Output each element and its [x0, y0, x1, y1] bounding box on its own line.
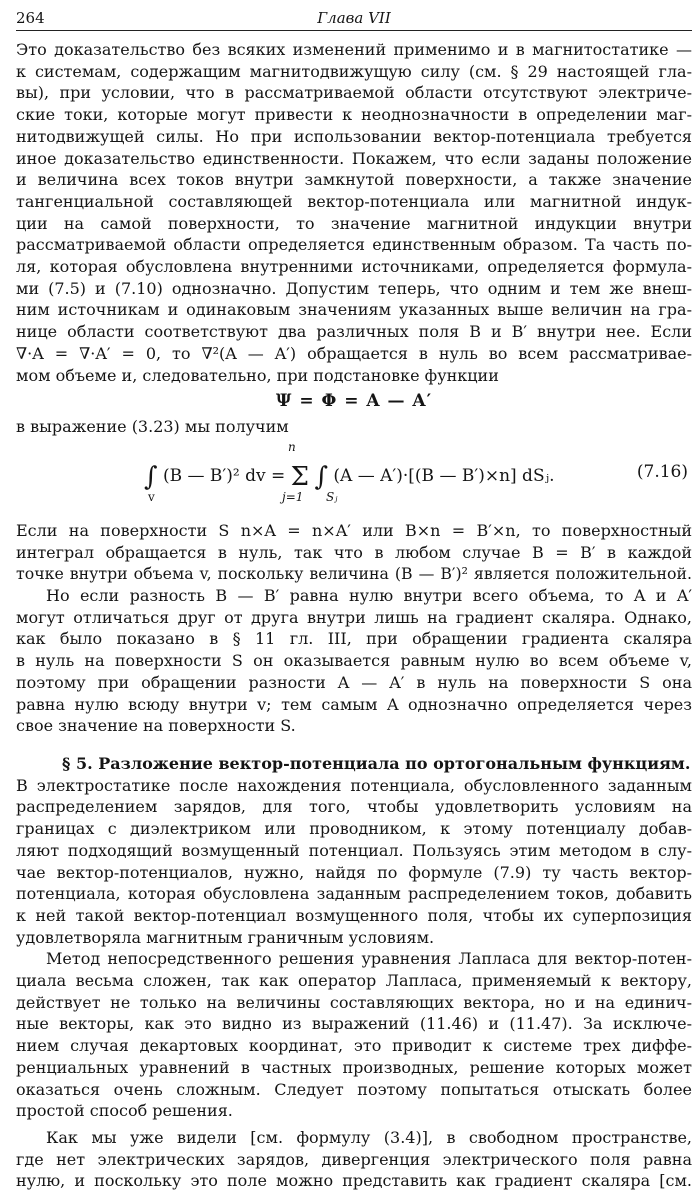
sum-lower-limit: j=1: [282, 489, 304, 504]
text-line: действует не только на величины составляющих вектора, но и на единич-: [16, 992, 692, 1012]
text-line: могут отличаться друг от друга внутри лишь на градиент скаляра. Однако,: [16, 607, 692, 627]
equation-7-16: [16, 440, 692, 516]
equation-lhs: (B — B′)² dv =: [162, 465, 286, 486]
text-line: тангенциальной составляющей вектор-потенциала или магнитной индук-: [16, 191, 692, 211]
text-line: где нет электрических зарядов, дивергенция электрического поля равна: [16, 1149, 692, 1169]
section-heading: § 5. Разложение вектор-потенциала по ортогональным функциям.: [62, 753, 691, 773]
page-header: [16, 6, 692, 31]
integral-sign: ∫: [314, 461, 328, 492]
paragraph-1: [16, 39, 692, 386]
text-line: Но если разность B — B′ равна нулю внутри всего объема, то A и A′: [46, 586, 692, 606]
text-line: ные векторы, как это видно из выражений (11.46) и (11.47). За исключе-: [16, 1014, 692, 1034]
text-line: иное доказательство единственности. Покажем, что если заданы положение: [16, 148, 692, 168]
paragraph-4: [16, 775, 692, 949]
page-number: 264: [16, 9, 45, 27]
equation-number: (7.16): [636, 461, 688, 482]
text-line: в выражение (3.23) мы получим: [16, 417, 289, 437]
text-line: Это доказательство без всяких изменений применимо и в магнитостатике —: [16, 40, 692, 59]
equation-rhs: (A — A′)·[(B — B′)×n] dSⱼ.: [333, 465, 555, 486]
text-line: к системам, содержащим магнитодвижущую силу (см. § 29 настоящей гла-: [16, 61, 692, 81]
text-line: простой способ решения.: [16, 1101, 233, 1121]
text-line: мом объеме и, следовательно, при подстановке функции: [16, 365, 499, 385]
text-line: рассматриваемой области определяется единственным образом. Та часть по-: [16, 235, 692, 255]
paragraph-5: [16, 948, 692, 1122]
text-line: ним источникам и одинаковым значениям указанных выше величин на гра-: [16, 300, 692, 320]
text-line: Метод непосредственного решения уравнения Лапласа для вектор-потен-: [46, 949, 692, 969]
text-line: и величина всех токов внутри замкнутой поверхности, а также значение: [16, 170, 692, 190]
text-line: к ней такой вектор-потенциал возмущенного поля, чтобы их суперпозиция: [16, 905, 692, 925]
text-line: ля, которая обусловлена внутренними источниками, определяется формула-: [16, 257, 692, 277]
text-line: вы), при условии, что в рассматриваемой области отсутствуют электриче-: [16, 83, 692, 103]
sum-upper-limit: n: [288, 439, 296, 454]
text-line: потенциала, которая обусловлена заданным распределением токов, добавить: [16, 884, 692, 904]
equation-psi: Ψ = Φ = A — A′: [275, 391, 433, 412]
integral-domain-v: v: [148, 489, 155, 504]
text-line: нием случая декартовых координат, это приводит к системе трех диффе-: [16, 1036, 692, 1056]
equation-body: [144, 462, 554, 492]
text-line: равна нулю всюду внутри v; тем самым A однозначно определяется через: [16, 694, 692, 714]
text-line: границах с диэлектриком или проводником, к этому потенциалу добав-: [16, 819, 692, 839]
paragraph-2: [16, 520, 692, 585]
integral-domain-s: Sⱼ: [326, 489, 338, 504]
running-title: Глава VII: [317, 9, 391, 27]
text-line: чае вектор-потенциалов, нужно, найдя по формуле (7.9) ту часть вектор-: [16, 862, 692, 882]
text-line: ми (7.5) и (7.10) однозначно. Допустим теперь, что одним и тем же внеш-: [16, 278, 692, 298]
text-line: ции на самой поверхности, то значение магнитной индукции внутри: [16, 213, 692, 233]
paragraph-3: [16, 585, 692, 737]
text-line: поэтому при обращении разности A — A′ в нуль на поверхности S она: [16, 672, 692, 692]
text-line: нице области соответствуют два различных поля B и B′ внутри нее. Если: [16, 322, 692, 342]
text-line: Как мы уже видели [см. формулу (3.4)], в свободном пространстве,: [46, 1127, 692, 1147]
text-line: точке внутри объема v, поскольку величина (B — B′)² является положительной.: [16, 564, 692, 584]
book-page: [16, 6, 692, 1192]
text-line: распределением зарядов, для того, чтобы удовлетворить условиям на: [16, 797, 692, 817]
page-content: [16, 39, 692, 1192]
paragraph-6: [16, 1127, 692, 1192]
text-line: ские токи, которые могут привести к неоднозначности в определении маг-: [16, 105, 692, 125]
text-line: нитодвижущей силы. Но при использовании вектор-потенциала требуется: [16, 126, 692, 146]
text-line: удовлетворяла магнитным граничным условиям.: [16, 927, 435, 947]
integral-sign: ∫: [144, 461, 158, 492]
text-line: свое значение на поверхности S.: [16, 716, 296, 736]
text-line: в нуль на поверхности S он оказывается равным нулю во всем объеме v,: [16, 651, 692, 671]
sum-sign: Σ: [290, 461, 310, 492]
text-line: В электростатике после нахождения потенциала, обусловленного заданным: [16, 775, 692, 795]
text-line: ляют подходящий возмущенный потенциал. Пользуясь этим методом в слу-: [16, 840, 692, 860]
text-line: ∇·A = ∇·A′ = 0, то ∇²(A — A′) обращается в нуль во всем рассматривае-: [16, 343, 692, 363]
text-line: циала весьма сложен, так как оператор Лапласа, применяемый к вектору,: [16, 971, 692, 991]
text-line: нулю, и поскольку это поле можно представить как градиент скаляра [см.: [16, 1171, 692, 1191]
text-line: оказаться очень сложным. Следует поэтому попытаться отыскать более: [16, 1079, 692, 1099]
text-line: интеграл обращается в нуль, так что в любом случае B = B′ в каждой: [16, 542, 692, 562]
text-line: ренциальных уравнений в частных производных, решение которых может: [16, 1057, 692, 1077]
text-line: как было показано в § 11 гл. III, при обращении градиента скаляра: [16, 629, 692, 649]
text-line: Если на поверхности S n×A = n×A′ или B×n = B′×n, то поверхностный: [16, 520, 692, 540]
